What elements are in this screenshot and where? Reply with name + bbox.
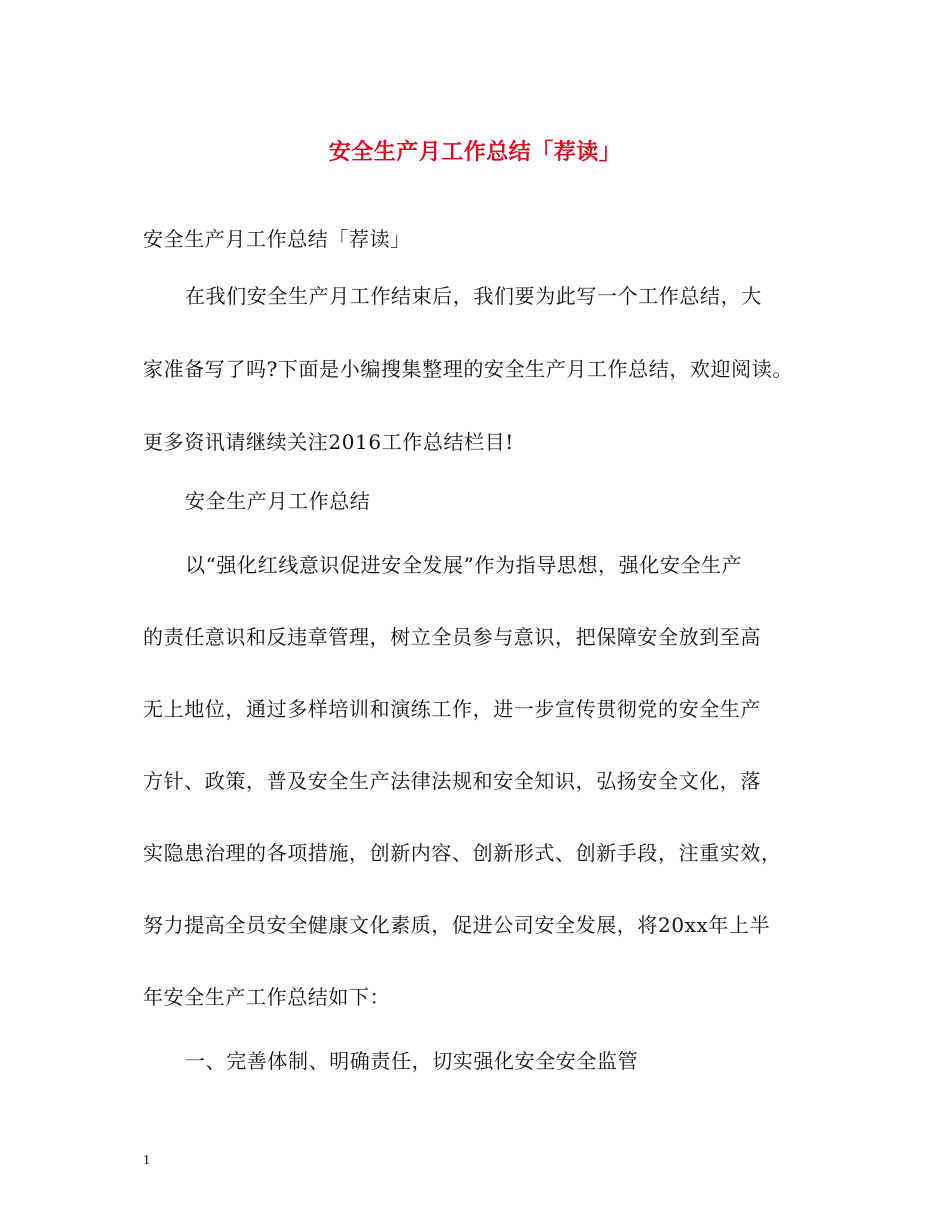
paragraph-line: 家准备写了吗?下面是小编搜集整理的安全生产月工作总结，欢迎阅读。	[143, 357, 793, 381]
paragraph-line: 在我们安全生产月工作结束后，我们要为此写一个工作总结，大	[185, 284, 762, 308]
section-heading: 一、完善体制、明确责任，切实强化安全安全监管	[185, 1049, 639, 1073]
paragraph-line: 年安全生产工作总结如下：	[143, 985, 391, 1009]
paragraph-line: 实隐患治理的各项措施，创新内容、创新形式、创新手段，注重实效，	[143, 841, 782, 865]
section-heading: 安全生产月工作总结	[185, 489, 371, 513]
paragraph-line: 的责任意识和反违章管理，树立全员参与意识，把保障安全放到至高	[143, 625, 761, 649]
page-number: 1	[143, 1153, 150, 1168]
paragraph-line: 更多资讯请继续关注2016工作总结栏目!	[143, 430, 514, 454]
document-title: 安全生产月工作总结「荐读」	[328, 139, 622, 165]
paragraph-line: 无上地位，通过多样培训和演练工作，进一步宣传贯彻党的安全生产	[143, 697, 761, 721]
paragraph-line: 努力提高全员安全健康文化素质，促进公司安全发展，将20xx年上半	[143, 913, 771, 937]
paragraph-line: 方针、政策，普及安全生产法律法规和安全知识，弘扬安全文化，落	[143, 769, 761, 793]
paragraph-line: 以“强化红线意识促进安全发展”作为指导思想，强化安全生产	[185, 553, 743, 577]
subtitle-line: 安全生产月工作总结「荐读」	[143, 227, 411, 251]
